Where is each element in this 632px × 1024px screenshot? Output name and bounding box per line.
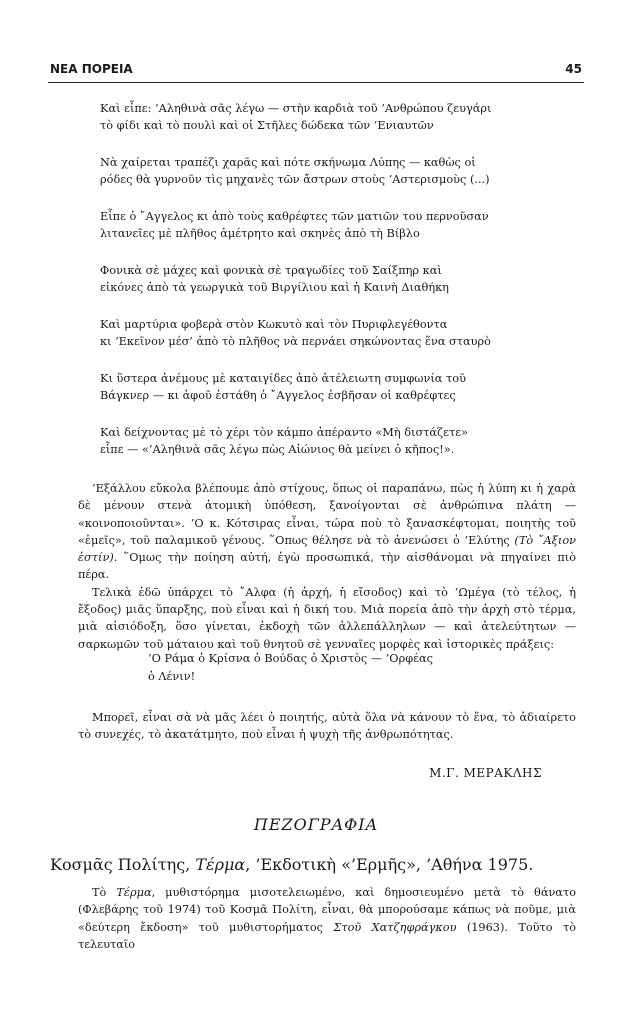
verse-line: Φονικὰ σὲ μάχες καὶ φονικὰ σὲ τραγωδίες τοῦ Σαίξπηρ καὶ [100,264,442,277]
verse-line: Καὶ εἶπε: ’Αληθινὰ σᾶς λέγω — στὴν καρδιὰ τοῦ ’Ανθρώπου ζευγάρι [100,102,492,115]
verse-line: κι ’Εκεῖνον μέσ’ ἀπὸ τὸ πλῆθος νὰ περνάει σηκώνοντας ἕνα σταυρὸ [100,335,491,348]
verse-line: ρόδες θὰ γυρνοῦν τὶς μηχανὲς τῶν ἄστρων στοὺς ’Αστερισμοὺς (...) [100,173,490,186]
quote-line: ’Ο Ράμα ὁ Κρίσνα ὁ Βούδας ὁ Χριστὸς — ’Ορφέας [148,652,433,665]
quote-line: ὁ Λένιν! [148,670,196,683]
section-heading: ΠΕΖΟΓΡΑΦΙΑ [253,815,379,834]
review-body [78,884,576,953]
closing-paragraph [78,709,576,744]
paragraph: Τελικὰ ἐδῶ ὑπάρχει τὸ ῎Αλφα (ἡ ἀρχή, ἡ εἴσοδος) καὶ τὸ ’Ωμέγα (τὸ τέλος, ἡ ἔξοδος) μιᾶς ὕπαρξης, ποὺ εἶναι καὶ ἡ δική του. Μιὰ πορεία ἀπὸ τὴν ἀρχὴ στὸ τέρμα, μιὰ αἰσιόδοξη, ὅσο γίνεται, ἐκδοχὴ τῶν ἀλλεπάλληλων — καὶ ἀτελεύτητων — σαρκωμῶν τοῦ μάταιου καὶ τοῦ θνητοῦ σὲ γενναῖες μορφὲς καὶ ἱστορικὲς πράξεις: [78,585,576,651]
stanza [100,424,560,458]
paragraph: Μπορεῖ, εἶναι σὰ νὰ μᾶς λέει ὁ ποιητής, αὐτὰ ὅλα νὰ κάνουν τὸ ἕνα, τὸ ἀδιαίρετο τὸ συνεχές, τὸ ἀκατάτμητο, ποὺ εἶναι ἡ ψυχὴ τῆς ἀνθρωπότητας. [78,711,576,742]
verse-line: τὸ φίδι καὶ τὸ πουλὶ καὶ οἱ Στῆλες δώδεκα τῶν ’Ενιαυτῶν [100,119,434,132]
paragraph-text: (1963). Τοῦτο τὸ τελευταῖο [78,920,576,951]
paragraph [78,480,576,584]
book-title: Τέρμα [195,855,246,874]
stanza [100,208,560,242]
page-header [50,62,582,76]
block-quote [148,650,433,686]
verse-line: εἶπε — «’Αληθινὰ σᾶς λέγω πὼς Αἰώνιος θὰ μείνει ὁ κῆπος!». [100,443,455,456]
verse-line: Κι ὕστερα ἀνέμους μὲ καταιγίδες ἀπὸ ἀτέλειωτη συμφωνία τοῦ [100,372,466,385]
verse-line: εἰκόνες ἀπὸ τὰ γεωργικὰ τοῦ Βιργίλιου καὶ ἡ Καινὴ Διαθήκη [100,281,449,294]
stanza [100,100,560,134]
stanza [100,316,560,350]
verse-line: Βάγκνερ — κι ἀφοῦ ἐστάθη ὁ ῎Αγγελος ἐσβῆσαν οἱ καθρέφτες [100,389,456,402]
page-number: 45 [565,62,582,76]
paragraph-text: , μυθιστόρημα μισοτελειωμένο, καὶ δημοσιευμένο μετὰ τὸ θάνατο (Φλεβάρης τοῦ 1974) τοῦ Κοσμᾶ Πολίτη, εἶναι, θὰ μπορούσαμε κάπως νὰ ποῦμε, μιὰ «δεύτερη ἔκδοση» τοῦ μυθιστορήματος [78,886,576,934]
verse-line: Εἶπε ὁ ῎Αγγελος κι ἀπὸ τοὺς καθρέφτες τῶν ματιῶν του περνοῦσαν [100,210,489,223]
novel-title: Τέρμα [116,886,152,899]
running-title: ΝΕΑ ΠΟΡΕΙΑ [50,62,133,76]
stanza [100,370,560,404]
paragraph [78,884,576,953]
novel-title: Στοῦ Χατζηφράγκου [333,920,457,934]
verse-line: Καὶ δείχνοντας μὲ τὸ χέρι τὸν κάμπο ἀπέραντο «Μὴ διστάζετε» [100,426,469,439]
paragraph-text: . ῞Ομως τὴν ποίηση αὐτή, ἐγὼ προσωπικά, τὴν αἰσθάνομαι νὰ πηγαίνει πιὸ πέρα. [78,551,576,582]
verse-line: λιτανεῖες μὲ πλῆθος ἀμέτρητο καὶ σκηνὲς ἀπὸ τὴ Βίβλο [100,227,420,240]
book-author: Κοσμᾶς Πολίτης, [50,855,196,874]
paragraph-text: Τὸ [92,886,117,899]
verse-line: Καὶ μαρτύρια φοβερὰ στὸν Κωκυτὸ καὶ τὸν Πυριφλεγέθοντα [100,318,448,331]
stanza [100,154,560,188]
header-rule [48,82,584,83]
poem-excerpt [100,100,560,478]
author-signature: Μ.Γ. ΜΕΡΑΚΛΗΣ [429,766,542,780]
stanza [100,262,560,296]
commentary-body [78,480,576,653]
work-title: (Τὸ ῎Αξιον ἐστίν) [78,533,576,565]
verse-line: Νὰ χαίρεται τραπέζι χαρᾶς καὶ πότε σκήνωμα Λύπης — καθὼς οἱ [100,156,476,169]
book-reference [50,855,533,874]
paragraph-text: ’Εξάλλου εὔκολα βλέπουμε ἀπὸ στίχους, ὅπως οἱ παραπάνω, πὼς ἡ λύπη κι ἡ χαρὰ δὲ μένουν στενὰ ἀτομικὴ ὑπόθεση, ξανοίγονται σὲ ἀνθρώπινα πλάτη — «κοινοποιοῦνται». ’Ο κ. Κότσιρας εἶναι, τώρα ποὺ τὸ ξανασκέφτομαι, ποιητὴς τοῦ «ἐμεῖς», τοῦ παλαμικοῦ γένους. ῞Οπως θέλησε νὰ τὸ ἀνενώσει ὁ ’Ελύτης [78,482,576,547]
book-publisher: , ’Εκδοτικὴ «’Ερμῆς», ’Αθήνα 1975. [245,855,534,874]
